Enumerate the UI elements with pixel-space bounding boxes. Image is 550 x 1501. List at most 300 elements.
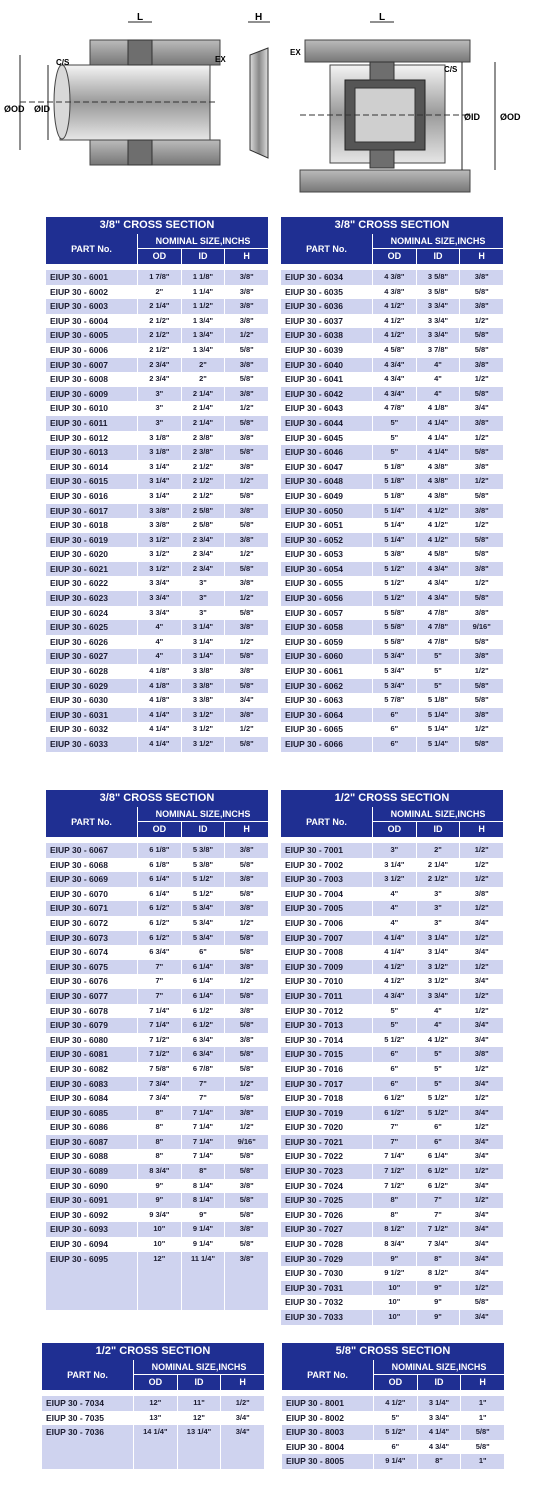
od-value: 4 1/4": [137, 722, 181, 737]
col-header-id: ID: [416, 822, 460, 837]
part-number: EIUP 30 - 7031: [285, 1282, 343, 1293]
table-header: [281, 807, 503, 837]
id-value: 11 1/4": [181, 1252, 225, 1267]
empty-row: [42, 1440, 264, 1455]
table-header: [281, 234, 503, 264]
h-value: 3/8": [459, 1047, 503, 1062]
table-row: [46, 722, 268, 737]
od-value: 10": [372, 1310, 416, 1325]
dim-cs-right: C/S: [444, 65, 458, 74]
h-value: 3/8": [224, 1106, 268, 1121]
h-value: 3/8": [224, 664, 268, 679]
table-row: [281, 1164, 503, 1179]
part-no-header: PART No.: [42, 1360, 134, 1390]
id-value: 6 1/4": [416, 1149, 460, 1164]
size-table-4: [281, 790, 503, 1325]
table-row: [46, 620, 268, 635]
od-value: 9": [137, 1193, 181, 1208]
table-row: [281, 664, 503, 679]
part-number: EIUP 30 - 6026: [50, 636, 108, 647]
h-value: 5/8": [460, 1440, 504, 1455]
table-row: [281, 387, 503, 402]
id-value: 7 1/2": [416, 1222, 460, 1237]
h-value: 5/8": [224, 1062, 268, 1077]
table-row: [282, 1396, 504, 1411]
table-row: [46, 1033, 268, 1048]
id-value: 4 5/8": [416, 547, 460, 562]
h-value: 5/8": [459, 489, 503, 504]
od-value: 8 3/4": [137, 1164, 181, 1179]
h-value: 5/8": [224, 416, 268, 431]
size-table-6: [282, 1343, 504, 1469]
id-value: 5 1/2": [416, 1091, 460, 1106]
part-number: EIUP 30 - 7030: [285, 1268, 343, 1279]
h-value: 1/2": [459, 314, 503, 329]
part-number: EIUP 30 - 6001: [50, 272, 108, 282]
id-value: 3 1/2": [181, 722, 225, 737]
id-value: 7": [181, 1091, 225, 1106]
col-header-id: ID: [181, 249, 225, 264]
part-number: EIUP 30 - 8003: [286, 1427, 344, 1438]
id-value: 4": [416, 358, 460, 373]
table-row: [281, 843, 503, 858]
table-row: [46, 343, 268, 358]
od-value: 1 7/8": [137, 270, 181, 285]
id-value: 6 1/2": [416, 1179, 460, 1194]
h-value: 1/2": [459, 722, 503, 737]
h-value: 3/4": [459, 1208, 503, 1223]
h-value: 3/8": [459, 270, 503, 285]
id-value: 1 3/4": [181, 328, 225, 343]
table-row: [281, 679, 503, 694]
table-row: [281, 887, 503, 902]
part-number: EIUP 30 - 6004: [50, 315, 108, 326]
od-value: 3 3/4": [137, 591, 181, 606]
part-number: EIUP 30 - 6086: [50, 1122, 108, 1133]
part-number: EIUP 30 - 7034: [46, 1398, 104, 1408]
part-number: EIUP 30 - 6021: [50, 563, 108, 574]
h-value: 3/8": [224, 533, 268, 548]
id-value: 2 1/4": [181, 416, 225, 431]
od-value: 4": [372, 901, 416, 916]
table-header: [46, 807, 268, 837]
table-row: [46, 606, 268, 621]
h-value: 3/4": [459, 1252, 503, 1267]
dim-l-left: L: [137, 12, 144, 23]
id-value: 7 1/4": [181, 1106, 225, 1121]
table-row: [46, 1149, 268, 1164]
id-value: 4 7/8": [416, 635, 460, 650]
id-value: 9": [416, 1295, 460, 1310]
id-value: 3 7/8": [416, 343, 460, 358]
table-caption: [46, 217, 268, 234]
od-value: 5 1/4": [372, 504, 416, 519]
table-row: [46, 1179, 268, 1194]
id-value: 3 1/2": [181, 708, 225, 723]
od-value: 7 3/4": [137, 1077, 181, 1092]
id-value: 3": [416, 901, 460, 916]
od-value: 4 1/4": [372, 945, 416, 960]
table-row: [46, 474, 268, 489]
h-value: 3/4": [459, 1033, 503, 1048]
part-number: EIUP 30 - 6007: [50, 359, 108, 370]
h-value: 3/8": [459, 504, 503, 519]
table-row: [281, 504, 503, 519]
table-header: [282, 1360, 504, 1390]
h-value: 3/8": [224, 285, 268, 300]
table-row: [46, 460, 268, 475]
table-row: [46, 1164, 268, 1179]
h-value: 5/8": [459, 387, 503, 402]
id-value: 2 3/4": [181, 562, 225, 577]
part-number: EIUP 30 - 6009: [50, 388, 108, 399]
part-number: EIUP 30 - 6080: [50, 1034, 108, 1045]
h-value: 5/8": [224, 489, 268, 504]
table-row: [281, 1179, 503, 1194]
od-value: 4 1/2": [372, 299, 416, 314]
table-row: [46, 591, 268, 606]
id-value: 2 3/4": [181, 547, 225, 562]
table-row: [46, 533, 268, 548]
table-row: [281, 916, 503, 931]
part-number: EIUP 30 - 7013: [285, 1020, 343, 1031]
table-row: [281, 1091, 503, 1106]
table-row: [281, 1004, 503, 1019]
table-row: [281, 1266, 503, 1281]
dim-ex-left: EX: [215, 55, 226, 64]
id-value: 3 1/2": [416, 960, 460, 975]
part-number: EIUP 30 - 6043: [285, 403, 343, 414]
od-value: 4": [372, 916, 416, 931]
table-row: [46, 858, 268, 873]
table-row: [46, 431, 268, 446]
table-row: [281, 285, 503, 300]
table-row: [46, 843, 268, 858]
id-value: 5 1/4": [416, 708, 460, 723]
col-header-id: ID: [181, 822, 225, 837]
table-row: [281, 460, 503, 475]
id-value: 2 1/2": [181, 460, 225, 475]
h-value: 3/8": [224, 387, 268, 402]
seal-installation-diagram: [0, 0, 550, 205]
col-header-od: OD: [134, 1375, 177, 1390]
caption-text: CROSS SECTION: [356, 1345, 451, 1357]
id-value: 2 1/4": [181, 401, 225, 416]
h-value: 3/8": [459, 460, 503, 475]
h-value: 5/8": [224, 989, 268, 1004]
dim-cs-left: C/S: [56, 58, 70, 67]
od-value: 7 3/4": [137, 1091, 181, 1106]
od-value: 5 3/4": [372, 664, 416, 679]
od-value: 6 3/4": [137, 945, 181, 960]
h-value: 5/8": [459, 591, 503, 606]
id-value: 2 1/4": [181, 387, 225, 402]
id-value: 5 3/4": [181, 901, 225, 916]
h-value: 3/8": [459, 887, 503, 902]
od-value: 5 3/4": [372, 679, 416, 694]
od-value: 3": [372, 843, 416, 858]
id-value: 4 3/8": [416, 474, 460, 489]
seal-ring-drawing: [248, 22, 270, 158]
h-value: 1/2": [220, 1396, 264, 1411]
dimension-headers: [373, 249, 503, 264]
part-number: EIUP 30 - 6023: [50, 593, 108, 604]
part-number: EIUP 30 - 6092: [50, 1209, 108, 1220]
id-value: 4 1/4": [416, 416, 460, 431]
id-value: 3 1/4": [181, 635, 225, 650]
nominal-size-label: NOMINAL SIZE,INCHS: [373, 807, 503, 822]
table-row: [46, 358, 268, 373]
col-header-h: H: [459, 822, 503, 837]
id-value: 4 3/8": [416, 489, 460, 504]
part-number: EIUP 30 - 8002: [286, 1412, 344, 1423]
h-value: 3/8": [224, 358, 268, 373]
od-value: 3": [137, 416, 181, 431]
part-no-header: PART No.: [46, 234, 138, 264]
part-number: EIUP 30 - 6057: [285, 607, 343, 618]
table-row: [46, 1208, 268, 1223]
h-value: 3/8": [459, 649, 503, 664]
id-value: 9": [416, 1310, 460, 1325]
od-value: 3 1/2": [137, 533, 181, 548]
table-row: [46, 299, 268, 314]
table-row: [281, 606, 503, 621]
od-value: 4 1/4": [137, 737, 181, 752]
h-value: 5/8": [224, 858, 268, 873]
part-number: EIUP 30 - 6029: [50, 680, 108, 691]
h-value: 3/4": [459, 1179, 503, 1194]
part-number: EIUP 30 - 6005: [50, 330, 108, 341]
part-number: EIUP 30 - 6077: [50, 990, 108, 1001]
h-value: 3/8": [224, 620, 268, 635]
table-row: [281, 372, 503, 387]
table-row: [281, 1062, 503, 1077]
h-value: 1/2": [459, 901, 503, 916]
table-row: [281, 872, 503, 887]
od-value: 9 1/4": [373, 1454, 417, 1469]
part-number: EIUP 30 - 6065: [285, 724, 343, 735]
part-number: EIUP 30 - 8005: [286, 1456, 344, 1467]
id-value: 7": [416, 1208, 460, 1223]
id-value: 5 1/2": [181, 887, 225, 902]
id-value: 2 1/2": [181, 489, 225, 504]
table-row: [281, 1149, 503, 1164]
part-number: EIUP 30 - 6036: [285, 301, 343, 312]
h-value: 3/8": [224, 901, 268, 916]
part-number: EIUP 30 - 6050: [285, 505, 343, 516]
table-row: [46, 916, 268, 931]
table-row: [281, 1208, 503, 1223]
col-header-id: ID: [417, 1375, 461, 1390]
h-value: 1/2": [459, 431, 503, 446]
table-row: [281, 343, 503, 358]
id-value: 4 1/4": [416, 431, 460, 446]
h-value: 5/8": [224, 343, 268, 358]
od-value: 4": [137, 635, 181, 650]
table-row: [281, 649, 503, 664]
col-header-od: OD: [374, 1375, 417, 1390]
id-value: 3 3/8": [181, 693, 225, 708]
od-value: 7": [372, 1120, 416, 1135]
id-value: 8": [416, 1252, 460, 1267]
h-value: 3/8": [224, 431, 268, 446]
part-number: EIUP 30 - 6042: [285, 388, 343, 399]
h-value: 1": [460, 1396, 504, 1411]
table-row: [46, 737, 268, 752]
table-row: [281, 1033, 503, 1048]
table-row: [46, 504, 268, 519]
od-value: 3 1/8": [137, 445, 181, 460]
id-value: 6 1/2": [181, 1018, 225, 1033]
part-number: EIUP 30 - 6060: [285, 651, 343, 662]
h-value: 1/2": [459, 1193, 503, 1208]
h-value: 1/2": [459, 858, 503, 873]
h-value: 1/2": [459, 1281, 503, 1296]
part-number: EIUP 30 - 7018: [285, 1093, 343, 1104]
h-value: 5/8": [224, 445, 268, 460]
nominal-size-header: [134, 1360, 264, 1390]
od-value: 7 1/2": [372, 1179, 416, 1194]
part-number: EIUP 30 - 6040: [285, 359, 343, 370]
h-value: 3/8": [224, 314, 268, 329]
id-value: 5 1/2": [181, 872, 225, 887]
od-value: 7 1/2": [137, 1047, 181, 1062]
od-value: 8": [372, 1208, 416, 1223]
od-value: 2 1/2": [137, 328, 181, 343]
part-number: EIUP 30 - 6094: [50, 1239, 108, 1250]
id-value: 2 3/4": [181, 533, 225, 548]
od-value: 5": [372, 445, 416, 460]
part-number: EIUP 30 - 6085: [50, 1107, 108, 1118]
part-number: EIUP 30 - 6022: [50, 578, 108, 589]
id-value: 3 1/2": [416, 974, 460, 989]
od-value: 4 1/4": [137, 708, 181, 723]
part-number: EIUP 30 - 6028: [50, 666, 108, 677]
id-value: 2": [181, 358, 225, 373]
part-number: EIUP 30 - 6059: [285, 636, 343, 647]
h-value: 1/2": [459, 1062, 503, 1077]
h-value: 1/2": [224, 1120, 268, 1135]
h-value: 1/2": [224, 916, 268, 931]
id-value: 7 3/4": [416, 1237, 460, 1252]
id-value: 4": [416, 372, 460, 387]
od-value: 2 1/4": [137, 299, 181, 314]
id-value: 6 1/4": [181, 974, 225, 989]
od-value: 5 1/2": [372, 1033, 416, 1048]
h-value: 1/2": [459, 1120, 503, 1135]
h-value: 5/8": [459, 635, 503, 650]
dim-ex-right: EX: [290, 48, 301, 57]
nominal-size-header: [373, 807, 503, 837]
part-number: EIUP 30 - 7027: [285, 1224, 343, 1235]
part-number: EIUP 30 - 6034: [285, 272, 343, 282]
id-value: 2": [416, 843, 460, 858]
table-caption: [281, 790, 503, 807]
od-value: 13": [133, 1411, 177, 1426]
h-value: 1/2": [459, 518, 503, 533]
table-row: [281, 518, 503, 533]
h-value: 5/8": [224, 606, 268, 621]
part-number: EIUP 30 - 6076: [50, 976, 108, 987]
table-row: [281, 562, 503, 577]
od-value: 6": [372, 1077, 416, 1092]
h-value: 5/8": [224, 1018, 268, 1033]
part-number: EIUP 30 - 6073: [50, 932, 108, 943]
h-value: 1/2": [224, 722, 268, 737]
table-row: [46, 1252, 268, 1267]
od-value: 7": [137, 960, 181, 975]
h-value: 1/2": [459, 931, 503, 946]
part-number: EIUP 30 - 6037: [285, 315, 343, 326]
od-value: 6 1/2": [372, 1106, 416, 1121]
od-value: 3 1/4": [137, 460, 181, 475]
h-value: 5/8": [460, 1425, 504, 1440]
caption-size: 5/8": [335, 1345, 357, 1357]
part-number: EIUP 30 - 6070: [50, 888, 108, 899]
col-header-od: OD: [373, 249, 416, 264]
od-value: 4 3/8": [372, 285, 416, 300]
table-row: [281, 635, 503, 650]
size-table-1: [46, 217, 268, 752]
id-value: 8": [417, 1454, 461, 1469]
od-value: 5 5/8": [372, 635, 416, 650]
od-value: 5": [372, 416, 416, 431]
caption-text: CROSS SECTION: [120, 792, 215, 804]
table-row: [46, 416, 268, 431]
part-number: EIUP 30 - 6025: [50, 622, 108, 633]
h-value: 5/8": [459, 737, 503, 752]
col-header-id: ID: [416, 249, 460, 264]
od-value: 5 5/8": [372, 606, 416, 621]
h-value: 3/4": [459, 1077, 503, 1092]
part-number: EIUP 30 - 6041: [285, 374, 343, 385]
h-value: 5/8": [224, 649, 268, 664]
part-number: EIUP 30 - 7015: [285, 1049, 343, 1060]
h-value: 3/4": [459, 1222, 503, 1237]
table-header: [46, 234, 268, 264]
part-number: EIUP 30 - 6093: [50, 1224, 108, 1235]
id-value: 2": [181, 372, 225, 387]
table-row: [281, 328, 503, 343]
h-value: 1/2": [224, 328, 268, 343]
part-number: EIUP 30 - 7006: [285, 917, 343, 928]
dimension-headers: [373, 822, 503, 837]
id-value: 6 3/4": [181, 1047, 225, 1062]
id-value: 2 5/8": [181, 518, 225, 533]
od-value: 4 3/4": [372, 989, 416, 1004]
h-value: 1/2": [459, 372, 503, 387]
nominal-size-label: NOMINAL SIZE,INCHS: [138, 807, 268, 822]
nominal-size-label: NOMINAL SIZE,INCHS: [134, 1360, 264, 1375]
id-value: 1 1/2": [181, 299, 225, 314]
table-row: [46, 635, 268, 650]
id-value: 5 1/4": [416, 722, 460, 737]
part-number: EIUP 30 - 7026: [285, 1209, 343, 1220]
h-value: 3/4": [459, 974, 503, 989]
od-value: 6": [372, 708, 416, 723]
id-value: 4 7/8": [416, 606, 460, 621]
part-number: EIUP 30 - 6089: [50, 1166, 108, 1177]
caption-text: CROSS SECTION: [116, 1345, 211, 1357]
h-value: 5/8": [224, 1208, 268, 1223]
h-value: 1/2": [224, 591, 268, 606]
od-value: 12": [133, 1396, 177, 1411]
od-value: 8": [137, 1149, 181, 1164]
part-number: EIUP 30 - 7007: [285, 932, 343, 943]
col-header-od: OD: [138, 822, 181, 837]
id-value: 4": [416, 1018, 460, 1033]
id-value: 2 1/4": [416, 858, 460, 873]
